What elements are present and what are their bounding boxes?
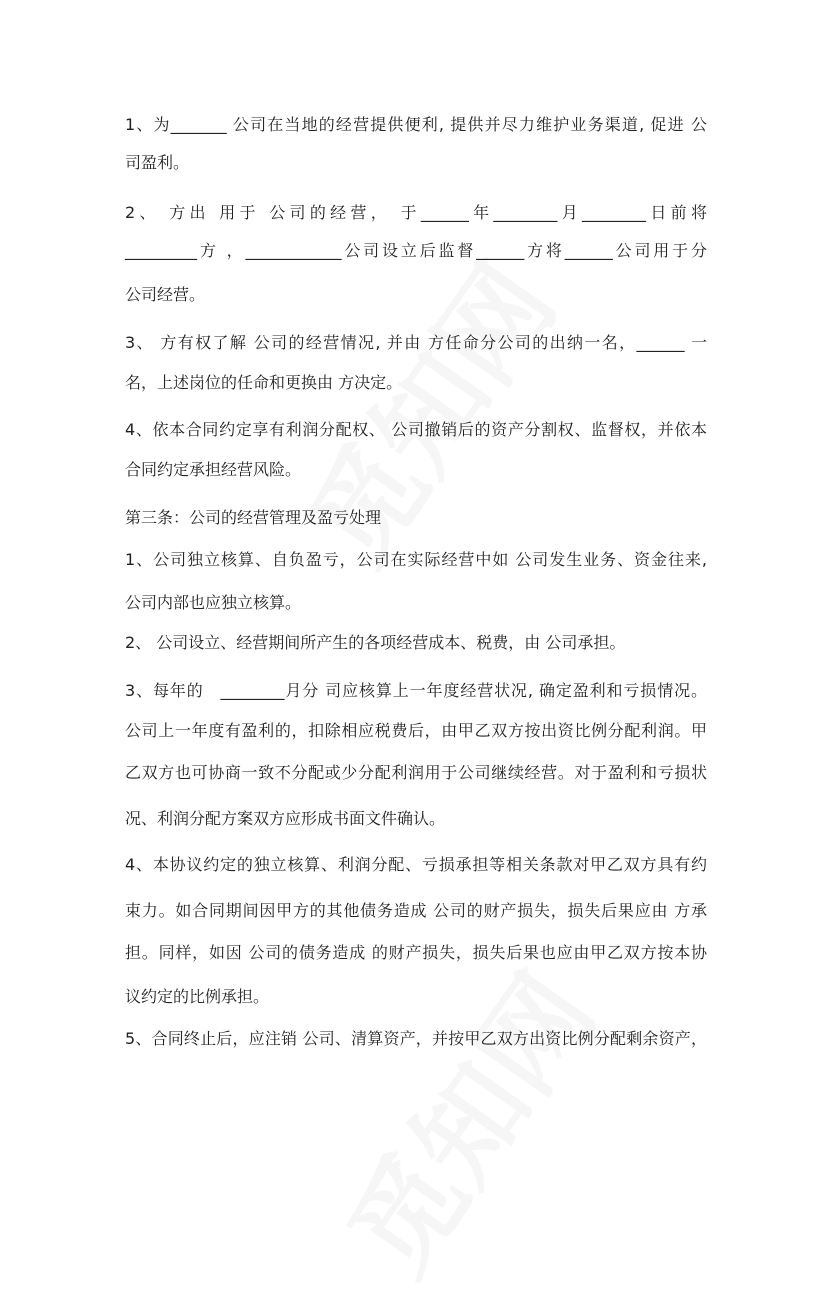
text-line: 名，上述岗位的任命和更换由 方决定。	[125, 373, 403, 392]
text-line: 公司上一年度有盈利的，扣除相应税费后，由甲乙双方按出资比例分配利润。甲	[125, 721, 707, 740]
text-line: 公司内部也应独立核算。	[125, 593, 302, 612]
text-line: 1、为_______ 公司在当地的经营提供便利, 提供并尽力维护业务渠道, 促进 公	[125, 115, 707, 134]
text-line: _________方 ，____________公司设立后监督______方将______公司用于分	[125, 241, 707, 260]
text-line: 司盈利。	[125, 153, 190, 172]
text-line: 束力。如合同期间因甲方的其他债务造成 公司的财产损失，损失后果应由 方承	[125, 901, 707, 920]
text-line: 4、依本合同约定享有利润分配权、 公司撤销后的资产分割权、监督权，并依本	[125, 420, 707, 439]
text-line: 议约定的比例承担。	[125, 987, 270, 1006]
text-line: 4、本协议约定的独立核算、利润分配、亏损承担等相关条款对甲乙双方具有约	[125, 855, 707, 874]
text-line: 合同约定承担经营风险。	[125, 460, 302, 479]
text-line: 5、合同终止后，应注销 公司、清算资产，并按甲乙双方出资比例分配剩余资产，	[125, 1029, 707, 1048]
text-line: 2、 公司设立、经营期间所产生的各项经营成本、税费，由 公司承担。	[125, 633, 626, 652]
text-line: 2、 方出 用于 公司的经营， 于______年________月________日前将	[125, 203, 707, 222]
text-line: 1、公司独立核算、自负盈亏，公司在实际经营中如 公司发生业务、资金往来,	[125, 550, 707, 569]
text-line: 3、每年的 ________月分 司应核算上一年度经营状况, 确定盈利和亏损情况。	[125, 681, 707, 700]
text-line: 况、利润分配方案双方应形成书面文件确认。	[125, 809, 446, 828]
text-line: 乙双方也可协商一致不分配或少分配利润用于公司继续经营。对于盈利和亏损状	[125, 763, 707, 782]
text-line: 公司经营。	[125, 285, 206, 304]
watermark	[266, 229, 585, 590]
section-heading: 第三条：公司的经营管理及盈亏处理	[125, 508, 382, 527]
text-line: 担。同样，如因 公司的债务造成 的财产损失，损失后果也应由甲乙双方按本协	[125, 943, 707, 962]
text-line: 3、 方有权了解 公司的经营情况, 并由 方任命分公司的出纳一名，______ 一	[125, 333, 707, 352]
